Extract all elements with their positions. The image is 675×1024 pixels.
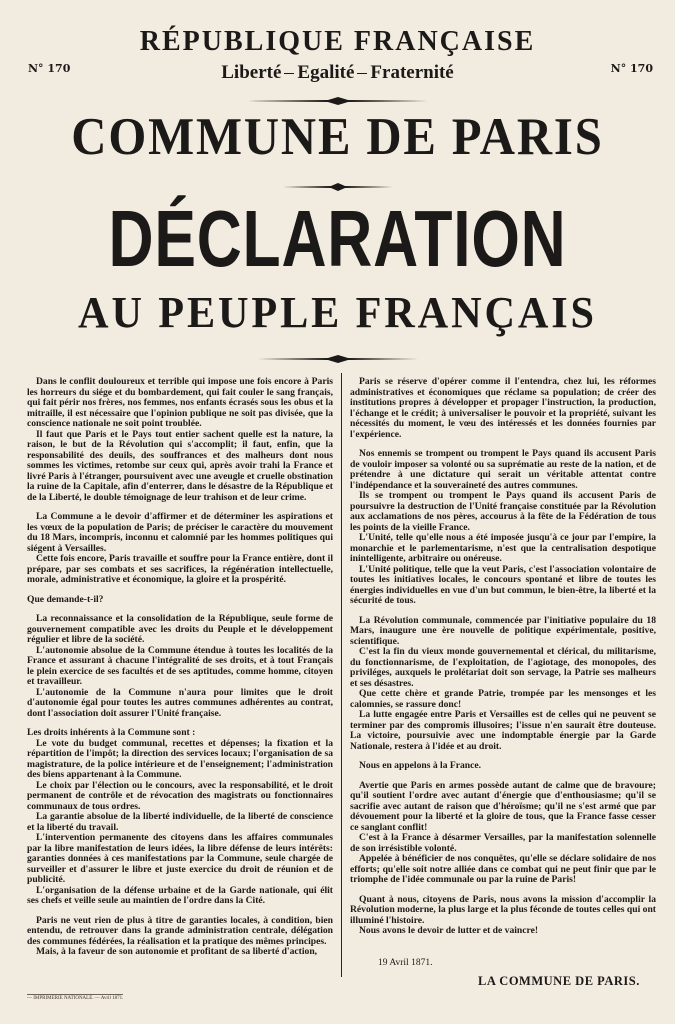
devise-liberte: Liberté xyxy=(221,62,282,83)
printer-imprint: — IMPRIMERIE NATIONALE. — Avril 1871. xyxy=(27,996,124,1001)
date-line: 19 Avril 1871. xyxy=(378,958,433,968)
paragraph: Mais, à la faveur de son autonomie et profitant de sa liberté d'action, xyxy=(36,946,318,957)
paragraph: Appelée à bénéficier de nos conquêtes, qu'elle se déclare solidaire de nos efforts; qu'elle soit notre alliée dans ce combat qui ne peut finir que par le triomphe de l'idée communale ou par la ruine de Paris! xyxy=(350,853,656,885)
paragraph: C'est la fin du vieux monde gouvernemental et clérical, du militarisme, du fonctionnarisme, de l'exploitation, de l'agiotage, des monopoles, des priviléges, auxquels le prolétariat doit son servage, la Patrie ses malheurs et ses désastres. xyxy=(350,646,656,689)
paragraph: L'organisation de la défense urbaine et de la Garde nationale, qui élit ses chefs et veille seule au maintien de l'ordre dans la Cité. xyxy=(27,884,333,906)
paragraph: La garantie absolue de la liberté individuelle, de la liberté de conscience et la liberté du travail. xyxy=(27,811,333,833)
signature: LA COMMUNE DE PARIS. xyxy=(478,974,640,988)
paragraph: Que demande-t-il? xyxy=(27,593,104,605)
paragraph: Nous en appelons à la France. xyxy=(359,760,482,771)
paragraph: L'Unité politique, telle que la veut Paris, c'est l'association volontaire de toutes les initiatives locales, le concours spontané et libre de toutes les énergies individuelles en vue d'un but commun, le bien-être, la liberté et la sécurité de tous. xyxy=(350,563,656,606)
paragraph: Cette fois encore, Paris travaille et souffre pour la France entière, dont il prépare, par ses combats et ses sacrifices, la régénération intellectuelle, morale, administrative et économique, la gloire et la prospérité. xyxy=(27,553,333,585)
paragraph: Nous avons le devoir de lutter et de vaincre! xyxy=(359,925,539,936)
paragraph: La Commune a le devoir d'affirmer et de déterminer les aspirations et les vœux de la population de Paris; de préciser le caractère du mouvement du 18 Mars, incompris, inconnu et calomnié par les hommes politiques qui siégent à Versailles. xyxy=(27,511,333,554)
commune-heading: COMMUNE DE PARIS xyxy=(71,108,604,166)
paragraph: C'est à la France à désarmer Versailles, par la manifestation solennelle de son irrésistible volonté. xyxy=(350,832,656,854)
paragraph: Quant à nous, citoyens de Paris, nous avons la mission d'accomplir la Révolution moderne, la plus large et la plus féconde de toutes celles qui ont illuminé l'histoire. xyxy=(350,893,656,926)
republique-heading: RÉPUBLIQUE FRANÇAISE xyxy=(139,26,536,57)
paragraph: Paris ne veut rien de plus à titre de garanties locales, à condition, bien entendu, de retrouver dans la grande administration centrale, délégation des communes fédérées, la réalisation et la pratique des mêmes principes. xyxy=(27,914,333,947)
paragraph: Avertie que Paris en armes possède autant de calme que de bravoure; qu'il soutient l'ordre avec autant d'énergie que d'enthousiasme; qu'il se sacrifie avec autant de raison que d'héroïsme; qu'il ne s'est armé que par dévouement pour la liberté et la gloire de tous, que la France fasse cesser ce sanglant conflit! xyxy=(350,779,656,833)
text-column-right xyxy=(350,377,656,937)
paragraph: La reconnaissance et la consolidation de la République, seule forme de gouvernement compatible avec les droits du Peuple et le développement régulier et libre de la société. xyxy=(27,613,333,645)
paragraph: L'Unité, telle qu'elle nous a été imposée jusqu'à ce jour par l'empire, la monarchie et le parlementarisme, n'est que la centralisation despotique inintelligente, arbitraire ou onéreuse. xyxy=(350,532,656,564)
paragraph: La Révolution communale, commencée par l'initiative populaire du 18 Mars, inaugure une ère nouvelle de politique expérimentale, positive, scientifique. xyxy=(350,614,656,647)
poster-number-right: N° 170 xyxy=(610,62,653,75)
paragraph: Nos ennemis se trompent ou trompent le Pays quand ils accusent Paris de vouloir imposer sa volonté ou sa suprématie au reste de la nation, et de prétendre à une dictature qui serait un véritable attentat contre l'indépendance et la souveraineté des autres communes. xyxy=(350,448,656,491)
paragraph: Ils se trompent ou trompent le Pays quand ils accusent Paris de poursuivre la destruction de l'Unité française constituée par la Révolution aux acclamations de nos pères, accourus à la fête de la Fédération de tous les points de la vieille France. xyxy=(350,490,656,533)
ornamental-rule-3 xyxy=(0,348,675,367)
paragraph: L'autonomie absolue de la Commune étendue à toutes les localités de la France et assurant à chacune l'intégralité de ses droits, et à tout Français le plein exercice de ses facultés et de ses aptitudes, comme homme, citoyen et travailleur. xyxy=(27,644,333,687)
paragraph: Le vote du budget communal, recettes et dépenses; la fixation et la répartition de l'impôt; la direction des services locaux; l'organisation de sa magistrature, de la police intérieure et de l'enseignement; l'administration des biens appartenant à la Commune. xyxy=(27,737,333,780)
paragraph: Les droits inhérents à la Commune sont : xyxy=(27,727,196,738)
paragraph: L'autonomie de la Commune n'aura pour limites que le droit d'autonomie égal pour toutes les autres communes adhérentes au contrat, dont l'association doit assurer l'Unité française. xyxy=(27,686,333,719)
paragraph: L'intervention permanente des citoyens dans les affaires communales par la libre manifestation de leurs idées, la libre défense de leurs intérêts: garanties données à ces manifestations par la Commune, seule chargée de surveiller et d'assurer le libre et juste exercice du droit de réunion et de publicité. xyxy=(27,832,333,885)
paragraph: Que cette chère et grande Patrie, trompée par les mensonges et les calomnies, se rassure donc! xyxy=(350,688,656,710)
devise xyxy=(0,62,675,84)
paragraph: Le choix par l'élection ou le concours, avec la responsabilité, et le droit permanent de contrôle et de révocation des magistrats ou fonctionnaires communaux de tous ordres. xyxy=(27,779,333,812)
declaration-body xyxy=(27,377,663,975)
peuple-heading: AU PEUPLE FRANÇAIS xyxy=(78,288,597,337)
paragraph: La lutte engagée entre Paris et Versailles est de celles qui ne peuvent se terminer par des compromis illusoires; l'issue n'en saurait être douteuse. La victoire, poursuivie avec une indomptable énergie par la Garde Nationale, restera à l'idée et au droit. xyxy=(350,709,656,752)
paragraph: Paris se réserve d'opérer comme il l'entendra, chez lui, les réformes administratives et économiques que réclame sa population; de créer des institutions propres à développer et propager l'instruction, la production, l'échange et le crédit; à universaliser le pouvoir et la propriété, suivant les nécessités du moment, le vœu des intéressés et les données fournies par l'expérience. xyxy=(350,376,656,440)
declaration-heading: DÉCLARATION xyxy=(108,194,567,283)
poster-number-left: N° 170 xyxy=(28,62,71,75)
devise-fraternite: Fraternité xyxy=(370,62,454,83)
paragraph: Il faut que Paris et le Pays tout entier sachent quelle est la nature, la raison, le but de la Révolution qui s'accomplit; il faut, enfin, que la responsabilité des deuils, des souffrances et des malheurs dont nous sommes les victimes, retombe sur ceux qui, après avoir trahi la France et livré Paris à l'étranger, poursuivent avec une aveugle et cruelle obstination la ruine de la Capitale, afin d'enterrer, dans le désastre de la République et de la Liberté, le double témoignage de leur trahison et de leur crime. xyxy=(27,428,333,503)
paragraph: Dans le conflit douloureux et terrible qui impose une fois encore à Paris les horreurs du siége et du bombardement, qui fait couler le sang français, qui fait périr nos frères, nos femmes, nos enfants écrasés sous les obus et la mitraille, il est nécessaire que l'opinion publique ne soit pas divisée, que la conscience nationale ne soit point troublée. xyxy=(27,376,333,429)
column-divider xyxy=(341,373,342,977)
devise-egalite: Egalité xyxy=(297,62,355,83)
text-column-left xyxy=(27,377,333,958)
